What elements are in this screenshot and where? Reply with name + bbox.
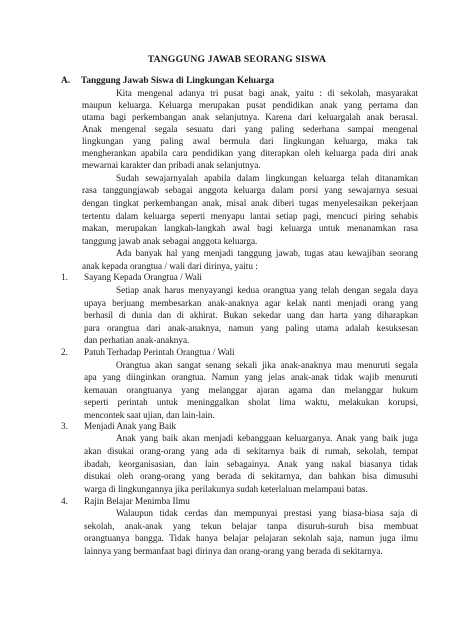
list-item-line: orangtuanya bangga. Tidak hanya belajar pelajaran sekolah saja, namun juga ilmu (84, 533, 418, 543)
list-item-line: Setiap anak harus menyayangi kedua orangtua yang telah dengan segala daya (116, 285, 418, 295)
list-item-heading (61, 272, 202, 283)
list-item-line: lainnya yang bermanfaat bagi dirinya dan orang-orang yang berada di sekitarnya. (84, 546, 383, 556)
list-item-line: Walaupun tidak cerdas dan mempunyai prestasi yang biasa-biasa saja di (116, 508, 418, 518)
list-item-title: Sayang Kepada Orangtua / Wali (84, 272, 202, 282)
list-item-number: 2. (61, 347, 68, 357)
list-item-line: akan disukai orang-orang yang ada di sekitarnya baik di rumah, sekolah, tempat (84, 446, 418, 456)
paragraph-line: mewarnai karakter dan pribadi anak selanjutnya. (82, 160, 261, 170)
document-title: TANGGUNG JAWAB SEORANG SISWA (147, 54, 327, 65)
paragraph-line: dengan tingkat perkembangan anak, misal anak diberi tugas menyelesaikan pekerjaan (82, 198, 418, 208)
paragraph-line: tanggung jawab anak sebagai anggota keluarga. (82, 236, 258, 246)
list-item-line: disukai oleh orang-orang yang berada di sekitarnya, dan bahkan bisa dimusuhi (84, 471, 418, 481)
list-item-title: Rajin Belajar Menimba Ilmu (84, 496, 190, 506)
list-item-line: mencontek saat ujian, dan lain-lain. (84, 410, 215, 420)
list-item-title: Patuh Terhadap Perintah Orangtua / Wali (84, 347, 235, 357)
list-item-line: Anak yang baik akan menjadi kebanggaan keluarganya. Anak yang baik juga (116, 433, 418, 443)
paragraph-line: anak kepada orangtua / wali dari dirinya, yaitu : (82, 261, 258, 271)
list-item-line: seperti perintah untuk meninggalkan sholat lima waktu, melakukan korupsi, (84, 397, 418, 407)
paragraph-line: mengherankan apabila cara pendidikan yang diterapkan oleh keluarga pada diri anak (82, 148, 418, 158)
list-item-line: kemauan orangtuanya yang melanggar ajaran agama dan melanggar hukum (84, 385, 418, 395)
paragraph-line: tertentu dalam keluarga seperti menyapu lantai setiap pagi, mencuci piring sehabis (82, 211, 418, 221)
list-item-line: berhasil di dunia dan di akhirat. Bukan sekedar uang dan harta yang diharapkan (84, 310, 418, 320)
list-item-heading (61, 421, 176, 432)
paragraph-line: Anak mengenal segala sesuatu dari yang paling sederhana sampai mengenal (82, 124, 418, 134)
list-item-line: warga di lingkungannya jika perilakunya sudah keterlaluan melampaui batas. (84, 484, 368, 494)
list-item-line: apa yang diinginkan orangtua. Namun yang jelas anak-anak tidak wajib menuruti (84, 372, 418, 382)
paragraph-line: makan, merupakan langkah-langkah awal bagi keluarga untuk menanamkan rasa (82, 223, 418, 233)
section-letter: A. (61, 76, 71, 86)
paragraph-line: utama bagi perkembangan anak selanjutnya. Karena dari keluargalah anak berasal. (82, 112, 418, 122)
list-item-line: sekolah, anak-anak yang tekun belajar tanpa disuruh-suruh bisa membuat (84, 521, 418, 531)
list-item-line: para orangtua dari anak-anaknya, namun yang paling utama adalah kesuksesan (84, 323, 418, 333)
list-item-number: 1. (61, 272, 68, 282)
paragraph-line: Kita mengenal adanya tri pusat bagi anak, yaitu : di sekolah, masyarakat (116, 88, 418, 98)
list-item-line: upaya berjuang membesarkan anak-anaknya agar kelak nanti menjadi orang yang (84, 298, 418, 308)
paragraph-line: rasa tanggungjawab sebagai anggota keluarga dalam porsi yang sewajarnya sesuai (82, 185, 418, 195)
list-item-line: Orangtua akan sangat senang sekali jika anak-anaknya mau menuruti segala (116, 360, 418, 370)
section-heading-text: Tanggung Jawab Siswa di Lingkungan Keluarga (81, 76, 275, 86)
paragraph-line: lingkungan yang paling awal bermula dari lingkungan keluarga, maka tak (82, 136, 418, 146)
list-item-number: 4. (61, 496, 68, 506)
section-heading (61, 76, 274, 86)
list-item-line: dan perhatian anak-anaknya. (84, 335, 190, 345)
paragraph-line: Ada banyak hal yang menjadi tanggung jawab, tugas atau kewajiban seorang (116, 248, 418, 258)
list-item-title: Menjadi Anak yang Baik (84, 421, 177, 431)
paragraph-line: maupun keluarga. Keluarga merupakan pusat pendidikan anak yang pertama dan (82, 100, 418, 110)
list-item-line: ibadah, keorganisasian, dan lain sebagainya. Anak yang nakal biasanya tidak (84, 459, 418, 469)
list-item-heading (61, 496, 190, 507)
paragraph-line: Sudah sewajarnyalah apabila dalam lingkungan keluarga telah ditanamkan (116, 173, 418, 183)
list-item-number: 3. (61, 421, 68, 431)
list-item-heading (61, 347, 235, 358)
